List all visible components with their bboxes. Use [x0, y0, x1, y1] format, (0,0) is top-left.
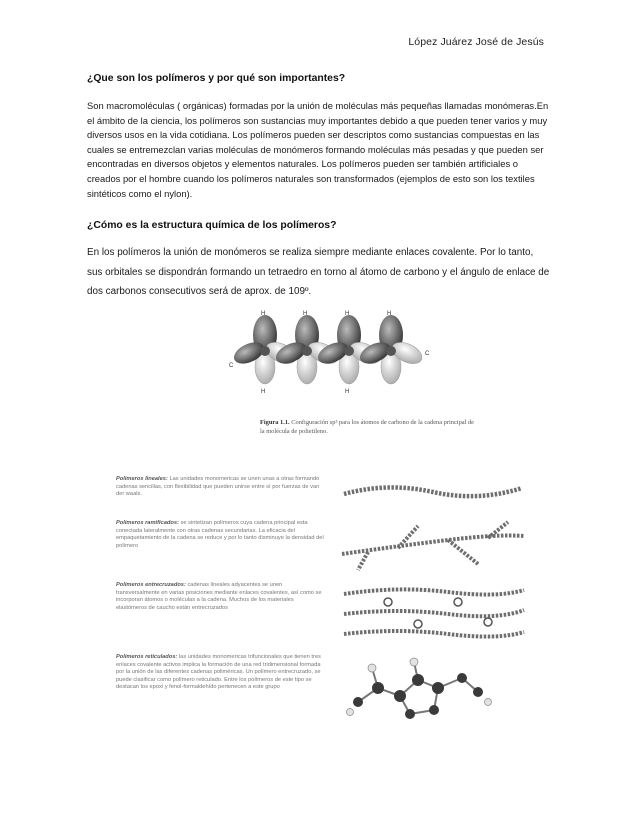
atom-h-label: H: [345, 389, 350, 395]
polymer-type-crosslinked: [116, 582, 324, 612]
atom-h-label: H: [303, 311, 308, 317]
author-header: López Juárez José de Jesús: [408, 36, 544, 48]
polymer-type-name: Polímeros lineales:: [116, 476, 168, 482]
figure-1-caption-text: Configuración sp³ para los átomos de carbono de la cadena principal de la molécula de polietileno.: [260, 419, 475, 435]
section-2-body: En los polímeros la unión de monómeros se realiza siempre mediante enlaces covalente. Por lo tanto, sus orbitales se dispondrán formando un tetraedro en torno al átomo de carbono y el ángulo de enlace de dos carbonos consecutivos será de aprox. de 109º.: [87, 247, 550, 297]
atom-h-label: H: [261, 389, 266, 395]
atom-h-label: H: [345, 311, 350, 317]
linear-chain-diagram: [338, 476, 528, 506]
polymer-type-network: [116, 654, 324, 692]
polyethylene-chain-figure: [225, 305, 460, 425]
polymer-types-figure: [108, 466, 528, 736]
polymer-type-name: Polímeros entrecruzados:: [116, 582, 186, 588]
polymer-type-branched: [116, 520, 324, 550]
section-2-title: ¿Cómo es la estructura química de los polímeros?: [87, 220, 337, 231]
atom-c-label: C: [425, 351, 430, 357]
polymer-type-name: Polímeros ramificados:: [116, 520, 179, 526]
crosslinked-chain-diagram: [338, 582, 528, 644]
section-1-title: ¿Que son los polímeros y por qué son importantes?: [87, 73, 346, 84]
figure-1-caption: [260, 418, 480, 436]
polymer-type-text: las unidades monomericas trifuncionales que tienen tres enlaces covalente activos implica la formación de una red tridimensional formada por la unión de las diferentes cadenas poliméricas. Un polímero entrecruzado, se puede clasificar como polímero reticulado. Entre los polímeros de este tipo se destacan los epoxi y fenol-formaldehído pertenecen a este grupo: [116, 654, 321, 691]
polymer-type-linear: [116, 476, 324, 499]
polymer-type-text: se sintetizan polímeros cuya cadena principal esta conectada lateralmente con otras cadenas secundarias. La eficacia del empaquetamiento de la cadena se reduce y por lo tanto disminuye la densidad del polímero: [116, 520, 324, 549]
polymer-type-text: cadenas lineales adyacentes se unen transversalmente en varias posiciones mediante enlaces covalentes, así como se incorporan átomos o moléculas a la cadena. Muchos de los materiales elastómeros de caucho están entrecruzados: [116, 582, 322, 611]
atom-c-label: C: [229, 363, 234, 369]
network-structure-diagram: [338, 652, 528, 722]
section-1-body: Son macromoléculas ( orgánicas) formadas por la unión de moléculas más pequeñas llamadas monómeras.En el ámbito de la ciencia, los polímeros son sustancias muy importantes debido a que pueden tener varios y muy diversos usos en la vida cotidiana. Los polímeros pueden ser descriptos como sustancias compuestas en las cuales se entremezclan varias moléculas de monómeros formando moléculas más pesadas y que pueden ser encontradas en diversos objetos y elementos naturales. Los polímeros pueden ser también artificiales o creados por el hombre cuando los polímeros naturales son transformados (ejemplos de esto son los textiles sintéticos como el nylon).: [87, 100, 549, 199]
branched-chain-diagram: [338, 518, 528, 574]
figure-1-caption-label: Figura 1.1.: [260, 419, 290, 426]
polymer-type-name: Polímeros reticulados:: [116, 654, 178, 660]
atom-h-label: H: [261, 311, 266, 317]
polymer-type-text: Las unidades monomericas se unen unas a otras formando cadenas sencillas, con flexibilidad que pueden unirse entre sí por fuerzas de van der waals.: [116, 476, 320, 498]
atom-h-label: H: [387, 311, 392, 317]
